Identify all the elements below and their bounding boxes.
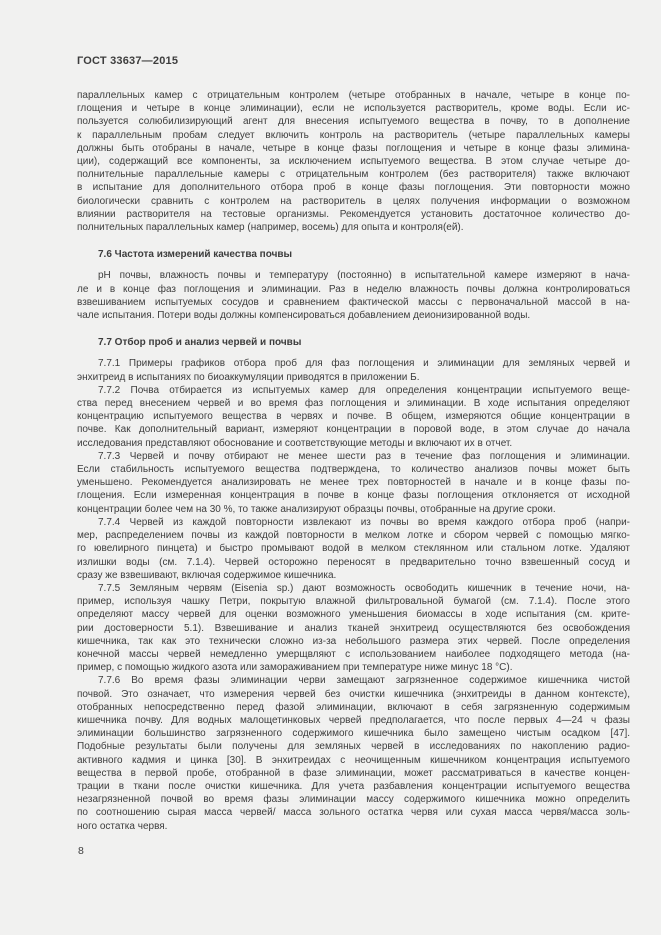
text-line: незагрязненной почвой во время фазы элиминации массу содержимого кишечника можно определить [77,794,630,806]
text-line: конечной массы червей немедленно умерщвляют с использованием наиболее подходящего метода (на- [77,648,630,660]
document-standard-number: ГОСТ 33637—2015 [77,55,179,67]
text-line: 7.7.6 Во время фазы элиминации черви замещают загрязненное содержимое кишечника чистой [98,675,630,687]
text-line: пример, с помощью жидкого азота или замораживанием при температуре ниже минус 18 °С). [77,662,513,674]
text-line: рии достоверности 5.1). Взвешивание и анализ тканей энхитреид осуществляются без освобождения [77,622,630,634]
section-heading: 7.6 Частота измерений качества почвы [98,249,293,261]
text-line: кишечника, так как это технически сложно из-за небольшого размера этих червей. После определения [77,635,630,647]
text-line: определяют массу червей для оценки возможного уменьшения биомассы в ходе испытания (см. крите- [77,609,630,621]
text-line: 7.7.1 Примеры графиков отбора проб для фаз поглощения и элиминации для земляных червей и [98,358,630,370]
text-line: ства перед внесением червей и во время фаз поглощения и элиминации. В ходе испытания определяют [77,398,630,410]
document-content [77,89,630,833]
text-line: Если стабильность испытуемого вещества подтверждена, то количество анализов почвы может быть [77,464,630,476]
text-line: пользуется солюбилизирующий агент для внесения испытуемого вещества в почву, то в дополнение [77,116,630,128]
text-line: концентрацию испытуемого вещества в червях и почве. В общем, измеряются общие концентрации в [77,411,630,423]
text-line: по соотношению сырая масса червей/ масса зольного остатка червя или сухая масса червя/масса золь- [77,807,630,819]
text-line: почве. Как дополнительный вариант, измеряют концентрации в поровой воде, в этом случае до начала [77,424,630,436]
text-line: Подобные результаты были получены для земляных червей в исследованиях по накоплению радио- [77,741,630,753]
text-line: трации в ткани после очистки кишечника. Для учета разбавления концентрации испытуемого вещества [77,780,630,792]
text-line: исследования представляют обоснование и соответствующие методы и включают их в отчет. [77,437,513,449]
text-line: уменьшено. Рекомендуется анализировать не менее трех повторностей в начале и в конце фазы по- [77,477,630,489]
text-line: излишки воды (см. 7.1.4). Червей осторожно переносят в предварительно точно взвешенный сосуд и [77,556,630,568]
text-line: активного кадмия и цинка [30]. В энхитреидах с неочищенным кишечником концентрация испытуемого [77,754,630,766]
text-line: почвой. Это означает, что измерения червей без очистки кишечника (энхитреиды в данном контексте), [77,688,630,700]
text-line: чале испытания. Потери воды должны компенсироваться добавлением деионизированной воды. [77,310,531,322]
text-line: в испытание для дополнительного отбора проб в конце фазы поглощения. Эти повторности можно [77,182,630,194]
text-line: пример, используя чашку Петри, покрытую влажной фильтровальной бумагой (см. 7.1.4). После этого [77,596,630,608]
text-line: 7.7.5 Земляным червям (Eisenia sp.) дают возможность освободить кишечник в течение ночи, на- [98,582,630,594]
text-line: ле и в конце фаз поглощения и элиминации. Раз в неделю влажность почвы должна контролироваться [77,283,630,295]
text-line: глощения и четыре в конце элиминации), если не используется растворитель, кроме воды. Если ис- [77,103,630,115]
text-line: 7.7.2 Почва отбирается из испытуемых камер для определения концентрации испытуемого веще- [98,384,630,396]
text-line: биологически сравнить с контролем на растворитель в целях получения информации о возможном [77,195,630,207]
text-line: к параллельным пробам следует включить контроль на растворитель (четыре параллельных камеры [77,129,630,141]
text-line: кишечника почву. Для водных малощетинковых червей предполагается, что после первых 4—24 ч фазы [77,714,630,726]
section-heading: 7.7 Отбор проб и анализ червей и почвы [98,337,302,349]
text-line: 7.7.3 Червей и почву отбирают не менее шести раз в течение фаз поглощения и элиминации. [98,450,630,462]
text-line: должны быть отобраны в начале, четыре в конце фазы поглощения и четыре в конце фазы элимина- [77,142,630,154]
text-line: 7.7.4 Червей из каждой повторности извлекают из почвы во время каждого отбора проб (напри- [98,516,630,528]
text-line: глощения. Если измеренная концентрация в почве в конце фазы поглощения отклоняется от исходной [77,490,630,502]
text-line: влиянии растворителя на тестовые организмы. Рекомендуется установить достаточное количество до- [77,208,630,220]
text-line: элиминации большинство загрязненного содержимого кишечника было замещено чистым осадком [47]. [77,728,630,740]
text-line: концентрации более чем на 30 %, то также анализируют образцы почвы, отобранные на другие сроки. [77,503,556,515]
text-line: мер, распределением почвы из каждой повторности в мелком лотке и сбором червей с помощью мягко- [77,530,630,542]
text-line: энхитреид в испытаниях по биоаккумуляции приводятся в приложении Б. [77,371,420,383]
text-line: параллельных камер с отрицательным контролем (четыре отобранных в начале, четыре в конце по- [77,90,630,101]
text-line: полнительных параллельных камер (например, восемь) для опыта и контроля(ей). [77,222,464,234]
text-line: сразу же взвешивают, включая содержимое кишечника. [77,569,337,581]
text-line: взвешиванием испытуемых сосудов и сравнением фактической массы с первоначальной массой в на- [77,296,630,308]
text-line: отобранных непосредственно перед фазой элиминации, включают в себя загрязненную содержимым [77,701,630,713]
text-line: го ювелирного пинцета) и быстро промывают водой в мелком стеклянном или стальном лотке. Удаляют [77,543,630,555]
text-line: вещества в первой пробе, отобранной в фазе элиминации, может рассматриваться в качестве концен- [77,767,630,779]
text-line: рН почвы, влажность почвы и температуру (постоянно) в испытательной камере измеряют в нача- [98,270,630,282]
page-number: 8 [78,845,84,857]
text-line: ции), содержащий все компоненты, за исключением испытуемого вещества. В этом случае четыре до- [77,156,630,168]
text-line: ного остатка червя. [77,820,168,832]
text-line: полнительные параллельные камеры с отрицательным контролем (без растворителя) также включают [77,169,630,181]
